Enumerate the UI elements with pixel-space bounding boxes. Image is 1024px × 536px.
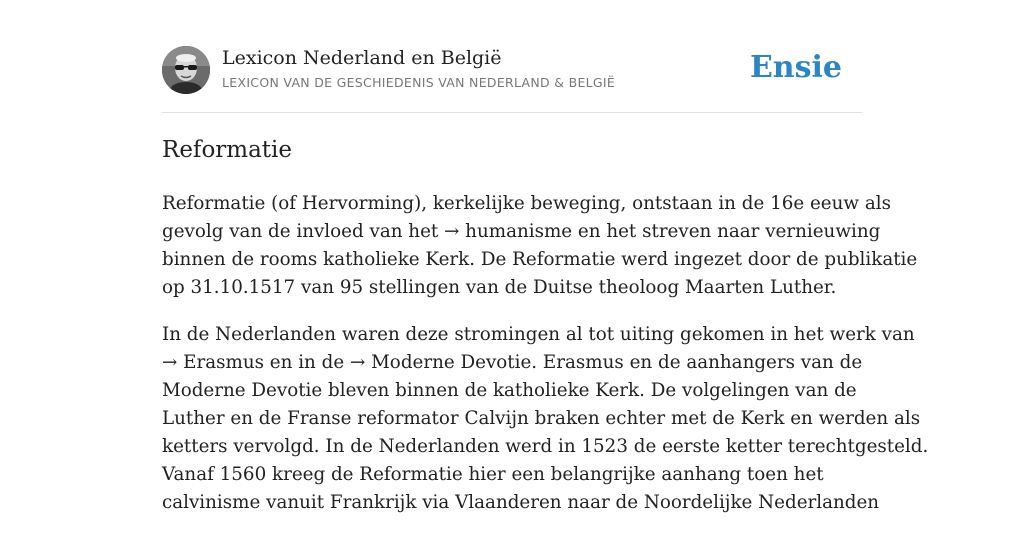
text-line: In de Nederlanden waren deze stromingen al tot uiting gekomen in het werk van xyxy=(162,324,915,345)
article-body xyxy=(162,190,929,536)
text-line: binnen de rooms katholieke Kerk. De Reformatie werd ingezet door de publikatie xyxy=(162,249,918,270)
lexicon-subtitle: LEXICON VAN DE GESCHIEDENIS VAN NEDERLAND & BELGIË xyxy=(222,75,616,90)
author-avatar[interactable] xyxy=(162,46,210,94)
header-divider xyxy=(162,112,862,113)
text-line: → Erasmus en in de → Moderne Devotie. Erasmus en de aanhangers van de xyxy=(162,352,863,373)
paragraph xyxy=(162,190,918,302)
portrait-icon xyxy=(162,46,210,94)
text-line: op 31.10.1517 van 95 stellingen van de Duitse theoloog Maarten Luther. xyxy=(162,277,837,298)
text-line: Luther en de Franse reformator Calvijn braken echter met de Kerk en werden als xyxy=(162,408,921,429)
text-line: Reformatie (of Hervorming), kerkelijke beweging, ontstaan in de 16e eeuw als xyxy=(162,193,891,214)
text-line: Vanaf 1560 kreeg de Reformatie hier een belangrijke aanhang toen het xyxy=(162,464,824,485)
text-line: Moderne Devotie bleven binnen de katholieke Kerk. De volgelingen van de xyxy=(162,380,857,401)
ensie-logo-link[interactable]: Ensie xyxy=(749,50,842,85)
header xyxy=(162,46,862,96)
paragraph xyxy=(162,321,929,517)
text-line: ketters vervolgd. In de Nederlanden werd in 1523 de eerste ketter terechtgesteld. xyxy=(162,436,929,457)
text-line: gevolg van de invloed van het → humanisme en het streven naar vernieuwing xyxy=(162,221,881,242)
article-title: Reformatie xyxy=(162,137,293,163)
text-line: calvinisme vanuit Frankrijk via Vlaanderen naar de Noordelijke Nederlanden xyxy=(162,492,880,513)
lexicon-title[interactable]: Lexicon Nederland en België xyxy=(222,47,502,69)
